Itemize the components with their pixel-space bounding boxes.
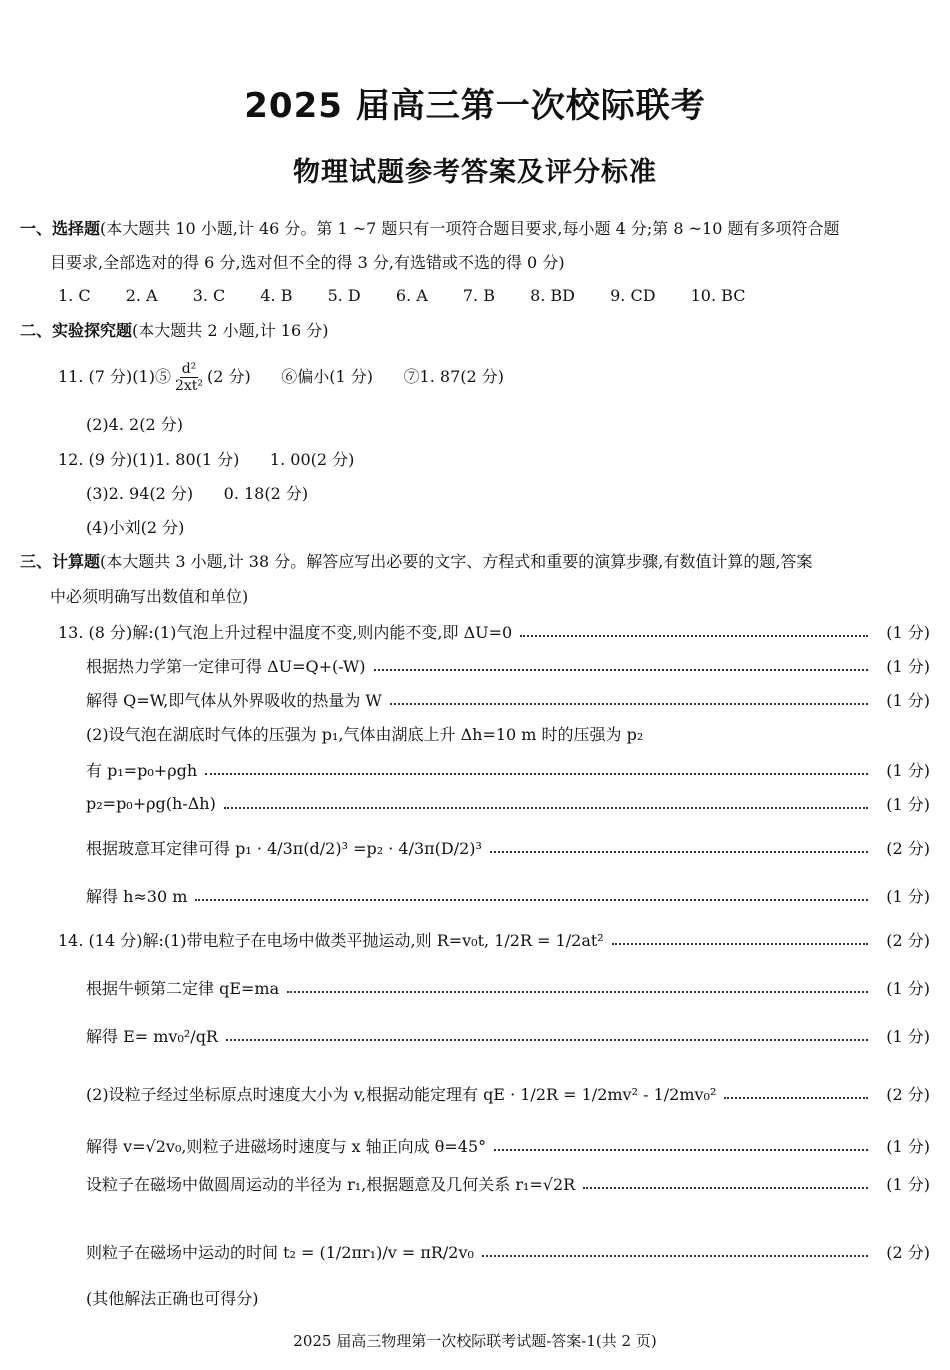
q14-step — [86, 1172, 930, 1195]
page-subtitle: 物理试题参考答案及评分标准 — [293, 157, 657, 188]
leader-dots — [583, 1187, 868, 1189]
leader-dots — [224, 807, 868, 809]
section3-line1 — [20, 551, 812, 573]
q13-step — [58, 620, 930, 643]
section1-desc1: (本大题共 10 小题,计 46 分。第 1 ~7 题只有一项符合题目要求,每小题 4 分;第 8 ~10 题有多项符合题 — [100, 219, 840, 238]
step-text: 14. (14 分)解:(1)带电粒子在电场中做类平抛运动,则 R=v₀t, 1/2R = 1/2at² — [58, 931, 604, 950]
page-title: 2025 届高三第一次校际联考 — [244, 86, 706, 126]
leader-dots — [287, 991, 868, 993]
step-score: (1 分) — [886, 761, 930, 780]
q14-step — [86, 1082, 930, 1105]
q13-step — [86, 758, 930, 781]
step-score: (1 分) — [886, 623, 930, 642]
leader-dots — [195, 899, 868, 901]
q13-step — [86, 836, 930, 859]
section2-desc: (本大题共 2 小题,计 16 分) — [132, 321, 329, 340]
page-footer: 2025 届高三物理第一次校际联考试题-答案-1(共 2 页) — [293, 1332, 657, 1350]
leader-dots — [494, 1149, 868, 1151]
step-score: (1 分) — [886, 795, 930, 814]
q14-step — [86, 976, 930, 999]
choice-answer: 10. BC — [690, 286, 746, 305]
q14-step — [86, 1240, 930, 1263]
q13-step-text: (2)设气泡在湖底时气体的压强为 p₁,气体由湖底上升 Δh=10 m 时的压强为 p₂ — [86, 725, 644, 744]
section1-heading: 一、选择题 — [20, 219, 101, 238]
section1-line1 — [20, 218, 839, 240]
leader-dots — [490, 851, 868, 853]
q13-step — [86, 884, 930, 907]
choice-answer: 6. A — [395, 286, 428, 305]
q11-frac-den: 2xt² — [174, 378, 203, 394]
section3-desc1: (本大题共 3 小题,计 38 分。解答应写出必要的文字、方程式和重要的演算步骤,有数值计算的题,答案 — [100, 552, 813, 571]
step-score: (2 分) — [886, 1085, 930, 1104]
step-text: 解得 Q=W,即气体从外界吸收的热量为 W — [86, 691, 382, 710]
leader-dots — [520, 635, 868, 637]
step-text: 13. (8 分)解:(1)气泡上升过程中温度不变,则内能不变,即 ΔU=0 — [58, 623, 513, 642]
step-text: 解得 E= mv₀²/qR — [86, 1027, 218, 1046]
q12-line1: 12. (9 分)(1)1. 80(1 分) 1. 00(2 分) — [58, 450, 355, 469]
step-text: 有 p₁=p₀+ρgh — [86, 761, 198, 780]
step-score: (1 分) — [886, 1027, 930, 1046]
step-score: (1 分) — [886, 691, 930, 710]
choice-answer: 4. B — [260, 286, 293, 305]
step-text: (2)设粒子经过坐标原点时速度大小为 v,根据动能定理有 qE · 1/2R = 1/2mv² - 1/2mv₀² — [86, 1085, 717, 1104]
choice-answer: 3. C — [192, 286, 226, 305]
choice-answer: 8. BD — [530, 286, 575, 305]
choice-answer: 7. B — [462, 286, 495, 305]
leader-dots — [226, 1039, 868, 1041]
section1-desc2: 目要求,全部选对的得 6 分,选对但不全的得 3 分,有选错或不选的得 0 分) — [50, 253, 565, 272]
step-score: (2 分) — [886, 1243, 930, 1262]
q11-line — [58, 360, 504, 394]
q12-line2: (3)2. 94(2 分) 0. 18(2 分) — [86, 484, 309, 503]
q14-step — [58, 928, 930, 951]
q11-rest: (2 分) ⑥偏小(1 分) ⑦1. 87(2 分) — [207, 367, 504, 386]
choice-answer: 2. A — [125, 286, 158, 305]
section3-heading: 三、计算题 — [20, 552, 101, 571]
step-score: (1 分) — [886, 1175, 930, 1194]
step-text: 根据牛顿第二定律 qE=ma — [86, 979, 280, 998]
choice-answers — [58, 286, 775, 305]
choice-answer: 5. D — [327, 286, 361, 305]
step-text: 则粒子在磁场中运动的时间 t₂ = (1/2πr₁)/v = πR/2v₀ — [86, 1243, 474, 1262]
leader-dots — [612, 943, 868, 945]
step-score: (2 分) — [886, 931, 930, 950]
leader-dots — [390, 703, 868, 705]
q11-fraction — [173, 361, 205, 394]
step-text: 设粒子在磁场中做圆周运动的半径为 r₁,根据题意及几何关系 r₁=√2R — [86, 1175, 576, 1194]
leader-dots — [205, 773, 868, 775]
q13-step — [86, 654, 930, 677]
step-score: (1 分) — [886, 1137, 930, 1156]
leader-dots — [482, 1255, 868, 1257]
section3-desc2: 中必须明确写出数值和单位) — [50, 587, 249, 606]
q11-prefix: 11. (7 分)(1)⑤ — [58, 367, 171, 386]
q11-frac-num: d² — [181, 361, 197, 377]
leader-dots — [374, 669, 868, 671]
step-text: 解得 h≈30 m — [86, 887, 188, 906]
step-text: 解得 v=√2v₀,则粒子进磁场时速度与 x 轴正向成 θ=45° — [86, 1137, 487, 1156]
choice-answer: 1. C — [58, 286, 91, 305]
q14-step — [86, 1134, 930, 1157]
step-score: (1 分) — [886, 887, 930, 906]
step-text: p₂=p₀+ρg(h-Δh) — [86, 794, 216, 813]
step-score: (1 分) — [886, 657, 930, 676]
choice-answer: 9. CD — [610, 286, 656, 305]
leader-dots — [724, 1097, 868, 1099]
q11-part2: (2)4. 2(2 分) — [86, 415, 183, 434]
step-text: 根据玻意耳定律可得 p₁ · 4/3π(d/2)³ =p₂ · 4/3π(D/2)³ — [86, 839, 482, 858]
q14-note: (其他解法正确也可得分) — [86, 1289, 259, 1308]
q13-step — [86, 792, 930, 815]
step-score: (1 分) — [886, 979, 930, 998]
section2-heading: 二、实验探究题 — [20, 321, 133, 340]
q12-line3: (4)小刘(2 分) — [86, 518, 185, 537]
step-score: (2 分) — [886, 839, 930, 858]
step-text: 根据热力学第一定律可得 ΔU=Q+(-W) — [86, 657, 366, 676]
section2-line — [20, 320, 328, 342]
q14-step — [86, 1024, 930, 1047]
q13-step — [86, 688, 930, 711]
